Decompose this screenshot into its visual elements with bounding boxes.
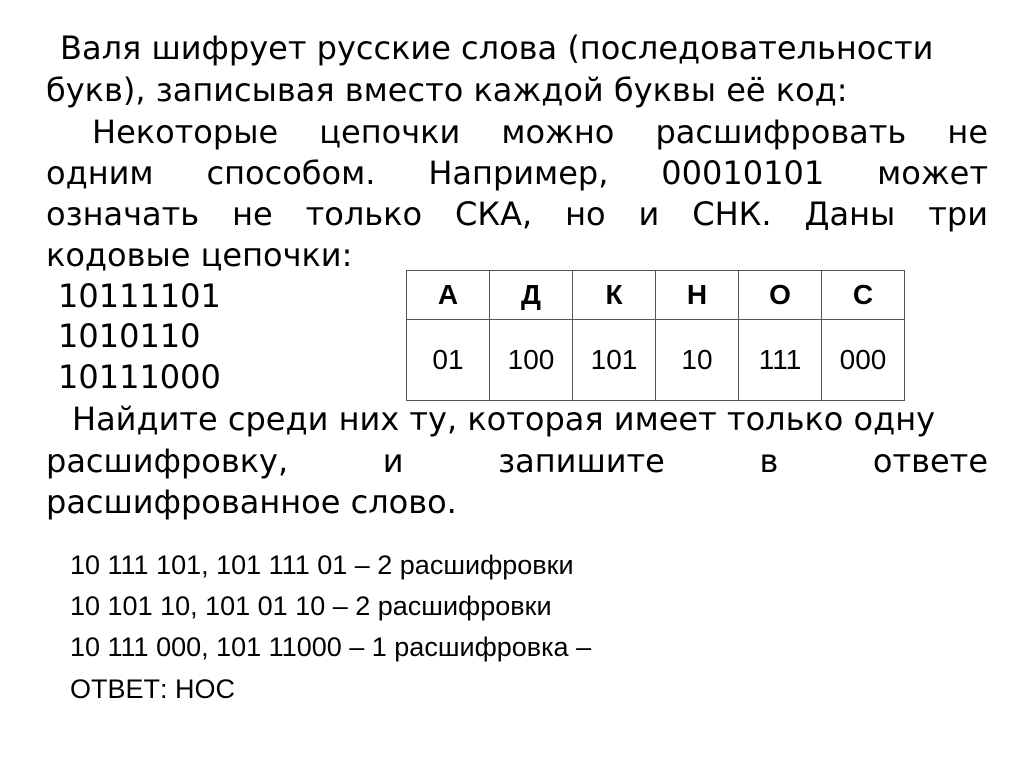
problem-line: букв), записывая вместо каждой буквы её код: — [46, 71, 848, 109]
letter-cell: К — [573, 271, 656, 320]
task-line: расшифрованное слово. — [46, 483, 457, 521]
problem-line: кодовые цепочки: — [46, 236, 353, 274]
code-table-letters-row — [407, 271, 905, 320]
problem-line: Некоторые цепочки можно расшифровать не — [92, 113, 988, 151]
code-chain: 10111101 — [58, 277, 221, 315]
code-table-codes-row — [407, 320, 905, 401]
code-chain: 10111000 — [58, 358, 221, 396]
letter-cell: О — [739, 271, 822, 320]
problem-line: одним способом. Например, 00010101 может — [46, 154, 988, 192]
task-line: Найдите среди них ту, которая имеет только одну — [72, 400, 936, 438]
problem-line: Валя шифрует русские слова (последовательности — [60, 29, 934, 67]
code-cell: 100 — [490, 320, 573, 401]
letter-cell: С — [822, 271, 905, 320]
code-table — [406, 270, 905, 401]
code-cell: 01 — [407, 320, 490, 401]
letter-cell: А — [407, 271, 490, 320]
code-cell: 000 — [822, 320, 905, 401]
code-cell: 10 — [656, 320, 739, 401]
task-line: расшифровку, и запишите в ответе — [46, 442, 988, 480]
letter-cell: Н — [656, 271, 739, 320]
code-cell: 101 — [573, 320, 656, 401]
code-chain: 1010110 — [58, 317, 201, 355]
solution-line: 10 101 10, 101 01 10 – 2 расшифровки — [70, 591, 552, 621]
solution-line: 10 111 000, 101 11000 – 1 расшифровка – — [70, 632, 592, 662]
solution-line: 10 111 101, 101 111 01 – 2 расшифровки — [70, 550, 574, 580]
problem-line: означать не только СКА, но и СНК. Даны три — [46, 195, 988, 233]
letter-cell: Д — [490, 271, 573, 320]
answer-line: ОТВЕТ: НОС — [70, 674, 236, 704]
code-cell: 111 — [739, 320, 822, 401]
